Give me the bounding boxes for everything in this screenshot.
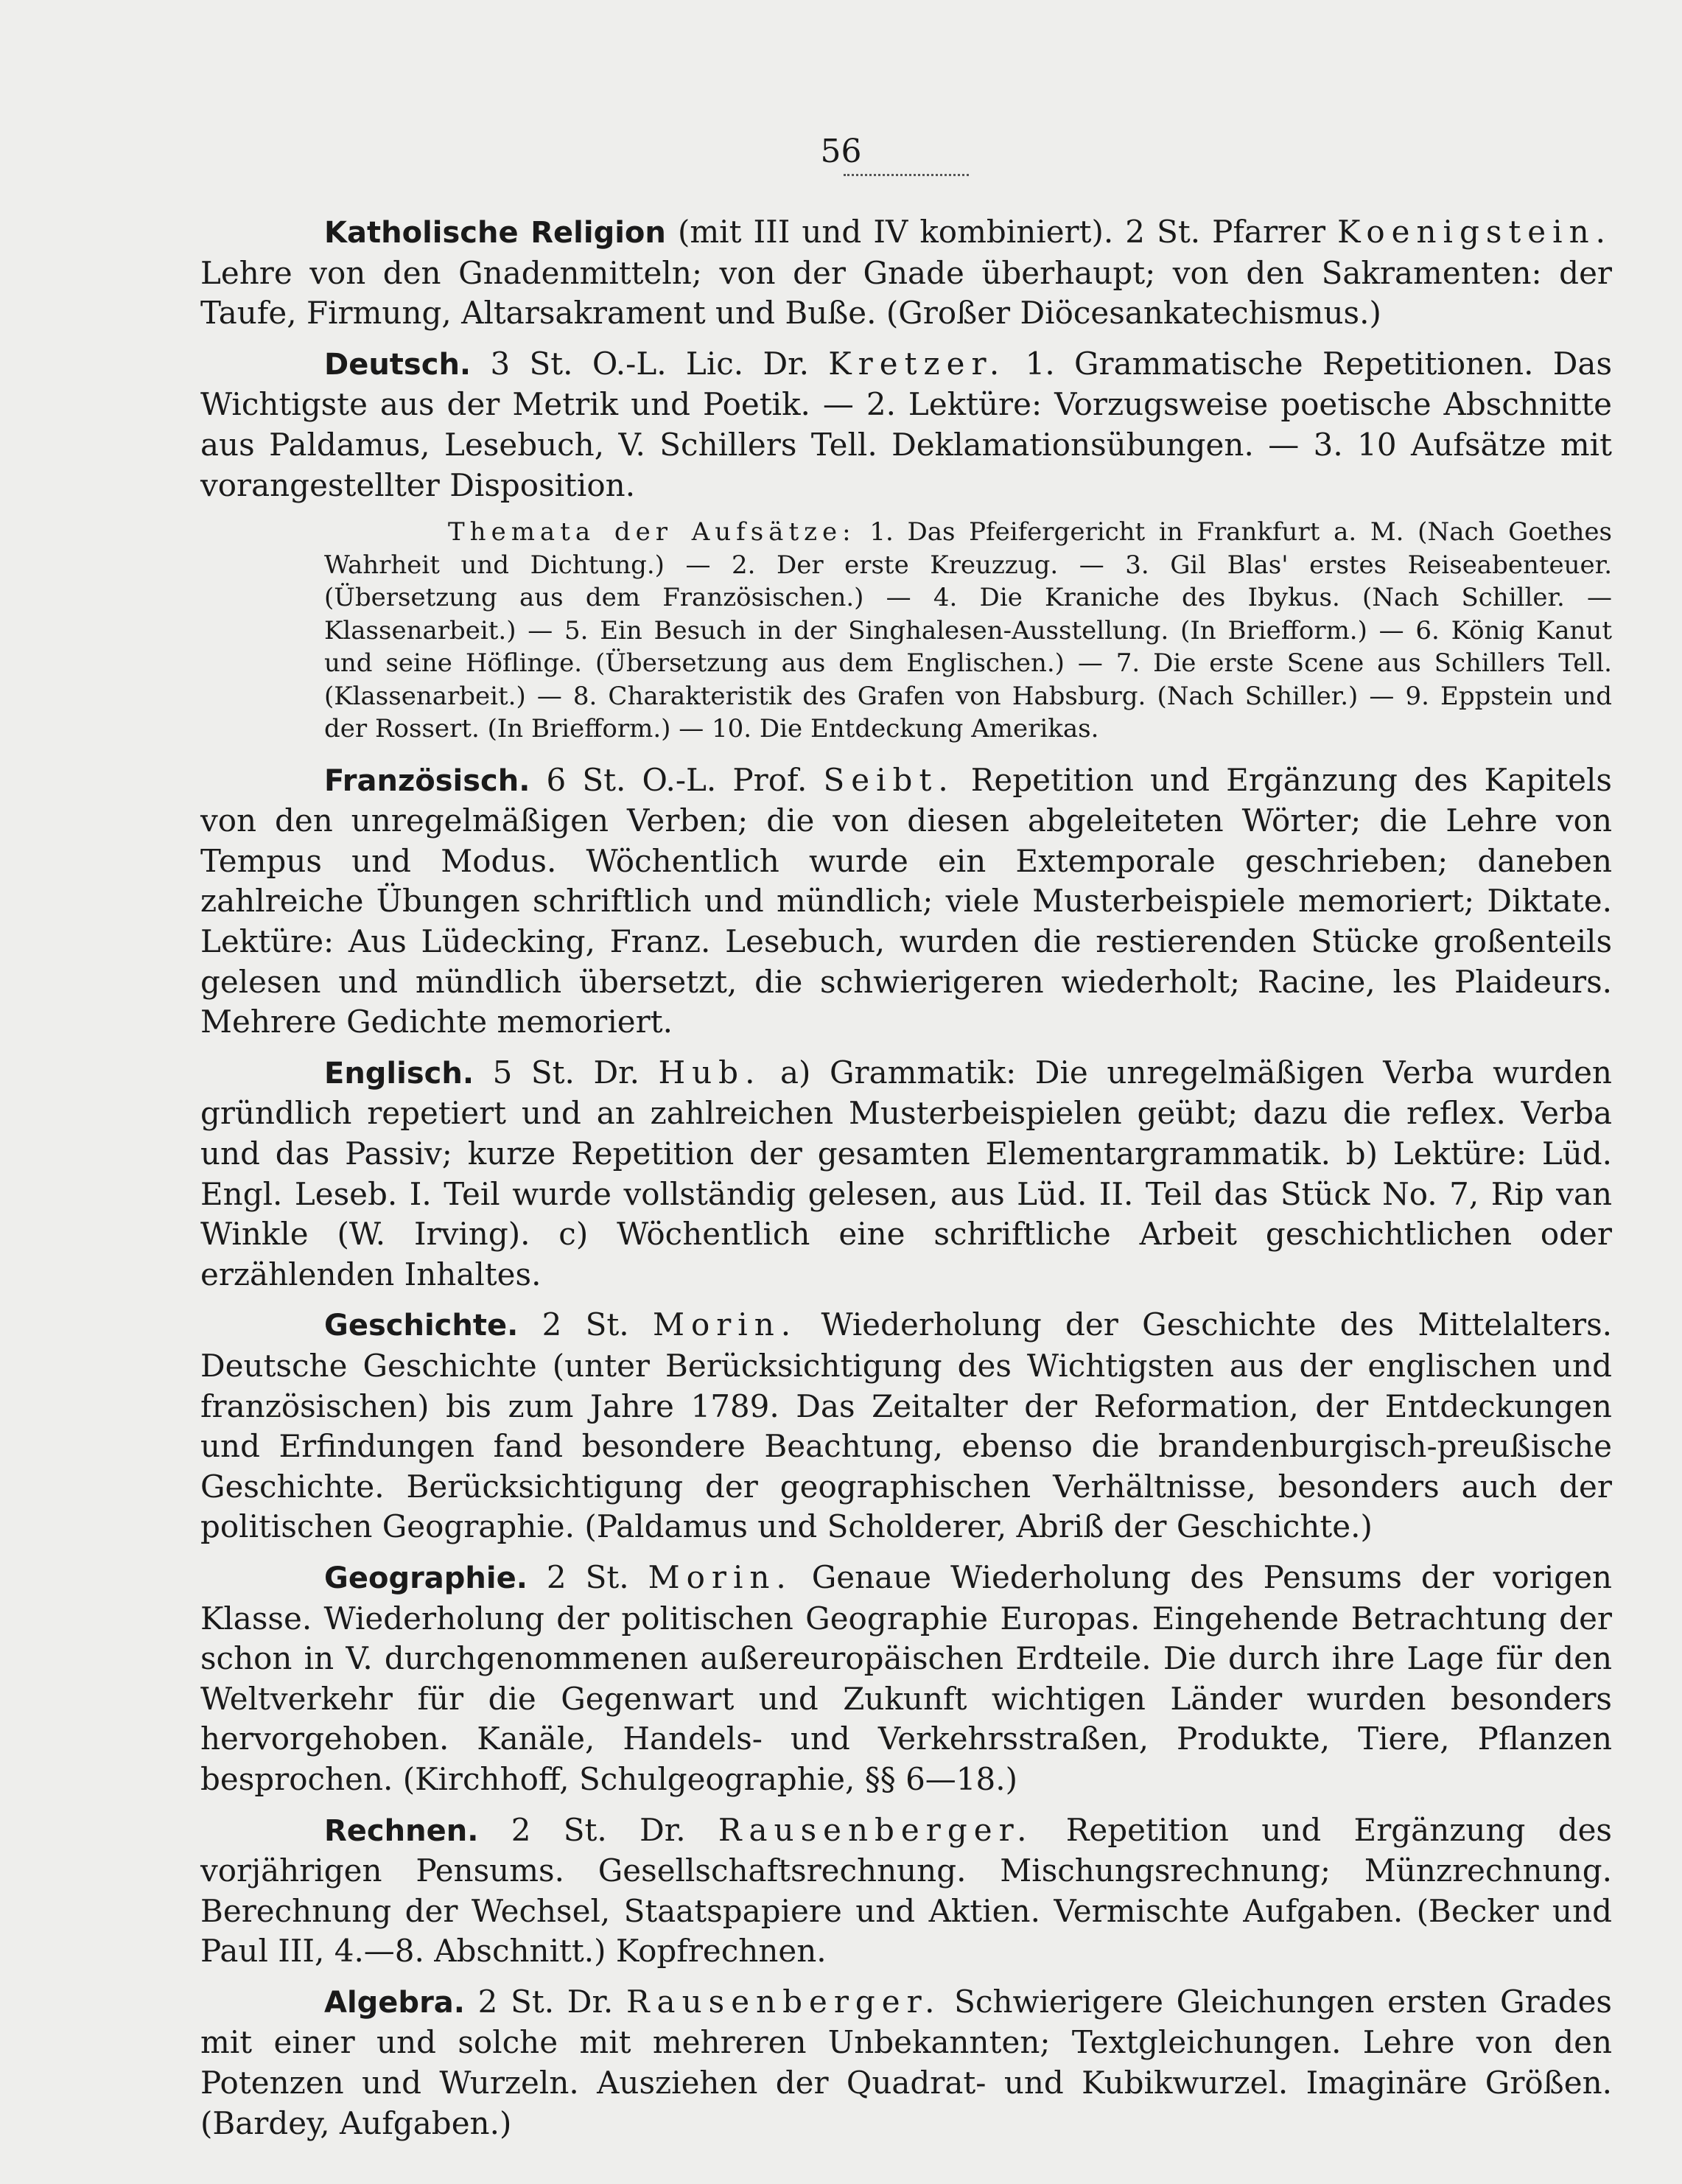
section-heading: Französisch. — [324, 763, 530, 798]
section-religion — [200, 212, 1612, 334]
section-meta: 2 St. Dr. — [464, 1983, 626, 2020]
section-heading: Geographie. — [324, 1561, 528, 1595]
teacher-name: Morin. — [648, 1558, 793, 1595]
section-meta: 3 St. O.-L. Lic. Dr. — [471, 345, 829, 382]
section-heading: Rechnen. — [324, 1813, 479, 1848]
section-meta: 2 St. Dr. — [478, 1811, 718, 1848]
page-number-ornament — [844, 174, 969, 182]
section-meta: 2 St. — [527, 1558, 648, 1595]
section-heading: Englisch. — [324, 1056, 474, 1091]
section-heading: Algebra. — [324, 1985, 465, 2020]
essay-topics — [200, 516, 1612, 746]
teacher-name: Hub. — [658, 1054, 762, 1091]
section-deutsch — [200, 344, 1612, 505]
essay-topics-text: 1. Das Pfeifergericht in Frankfurt a. M. (Nach Goethes Wahrheit und Dichtung.) — 2. Der erste Kreuzzug. — 3. Gil Blas' erstes Reiseabenteuer. (Übersetzung aus dem Französischen.) — 4. Die Kraniche des Ibykus. (Nach Schiller. — Klassenarbeit.) — 5. Ein Besuch in der Singhalesen-Ausstellung. (In Briefform.) — 6. König Kanut und seine Höflinge. (Übersetzung aus dem Englischen.) — 7. Die erste Scene aus Schillers Tell. (Klassenarbeit.) — 8. Charakteristik des Grafen von Habsburg. (Nach Schiller.) — 9. Eppstein und der Rossert. (In Briefform.) — 10. Die Entdeckung Amerikas. — [324, 517, 1612, 744]
section-englisch — [200, 1053, 1612, 1295]
section-meta: 6 St. O.-L. Prof. — [530, 761, 824, 798]
section-text: Repetition und Ergänzung des Kapitels von den unregelmäßigen Verben; die von diesen abgeleiteten Wörter; die Lehre von Tempus und Modus. Wöchentlich wurde ein Extemporale geschrieben; daneben zahlreiche Übungen schriftlich und mündlich; viele Musterbeispiele memoriert; Diktate. Lektüre: Aus Lüdecking, Franz. Lesebuch, wurden die restierenden Stücke großenteils gelesen und mündlich übersetzt, die schwierigeren wiederholt; Racine, les Plaideurs. Mehrere Gedichte memoriert. — [200, 761, 1612, 1040]
section-meta: (mit III und IV kombiniert). 2 St. Pfarrer — [665, 214, 1338, 250]
teacher-name: Rausenberger. — [626, 1983, 942, 2020]
section-heading: Geschichte. — [324, 1309, 519, 1343]
section-rechnen — [200, 1810, 1612, 1972]
essay-topics-lead: Themata der Aufsätze: — [448, 517, 856, 547]
teacher-name: Seibt. — [823, 761, 955, 798]
section-text: Schwierigere Gleichungen ersten Grades mit einer und solche mit mehreren Unbekannten; Textgleichungen. Lehre von den Potenzen und Wurzeln. Ausziehen der Quadrat- und Kubikwurzel. Imaginäre Größen. (Bardey, Aufgaben.) — [200, 1983, 1612, 2141]
page-number: 56 — [820, 133, 862, 170]
section-text: Repetition und Ergänzung des vorjährigen Pensums. Gesellschaftsrechnung. Mischungsrechnung; Münzrechnung. Berechnung der Wechsel, Staatspapiere und Aktien. Vermischte Aufgaben. (Becker und Paul III, 4.—8. Abschnitt.) Kopfrechnen. — [200, 1811, 1612, 1970]
section-text: a) Grammatik: Die unregelmäßigen Verba wurden gründlich repetiert und an zahlreichen Musterbeispielen geübt; dazu die reflex. Verba und das Passiv; kurze Repetition der gesamten Elementargrammatik. b) Lektüre: Lüd. Engl. Leseb. I. Teil wurde vollständig gelesen, aus Lüd. II. Teil das Stück No. 7, Rip van Winkle (W. Irving). c) Wöchentlich eine schriftliche Arbeit geschichtlichen oder erzählenden Inhaltes. — [200, 1054, 1612, 1292]
section-franzoesisch — [200, 760, 1612, 1043]
section-meta: 5 St. Dr. — [474, 1054, 659, 1091]
section-geographie — [200, 1558, 1612, 1800]
section-text: 1. Grammatische Repetitionen. Das Wichtigste aus der Metrik und Poetik. — 2. Lektüre: Vorzugsweise poetische Abschnitte aus Paldamus, Lesebuch, V. Schillers Tell. Deklamationsübungen. — 3. 10 Aufsätze mit vorangestellter Disposition. — [200, 345, 1613, 503]
section-text: Genaue Wiederholung des Pensums der vorigen Klasse. Wiederholung der politischen Geographie Europas. Eingehende Betrachtung der schon in V. durchgenommenen außereuropäischen Erdteile. Die durch ihre Lage für den Weltverkehr für die Gegenwart und Zukunft wichtigen Länder wurden besonders hervorgehoben. Kanäle, Handels- und Verkehrsstraßen, Produkte, Tiere, Pflanzen besprochen. (Kirchhoff, Schulgeographie, §§ 6—18.) — [200, 1558, 1612, 1797]
section-text: Wiederholung der Geschichte des Mittelalters. Deutsche Geschichte (unter Berücksichtigung des Wichtigsten aus der englischen und französischen) bis zum Jahre 1789. Das Zeitalter der Reformation, der Entdeckungen und Erfindungen fand besondere Beachtung, ebenso die brandenburgisch-preußische Geschichte. Berücksichtigung der geographischen Verhältnisse, besonders auch der politischen Geographie. (Paldamus und Scholderer, Abriß der Geschichte.) — [200, 1306, 1612, 1545]
section-algebra — [200, 1982, 1612, 2143]
teacher-name: Kretzer. — [828, 345, 1006, 382]
teacher-name: Koenigstein. — [1337, 214, 1612, 250]
section-geschichte — [200, 1305, 1612, 1547]
section-text: Lehre von den Gnadenmitteln; von der Gnade überhaupt; von den Sakramenten: der Taufe, Firmung, Altarsakrament und Buße. (Großer Diöcesankatechismus.) — [200, 254, 1612, 332]
teacher-name: Rausenberger. — [718, 1811, 1034, 1848]
section-heading: Katholische Religion — [324, 216, 666, 250]
teacher-name: Morin. — [652, 1306, 798, 1343]
document-body — [200, 212, 1612, 2154]
section-meta: 2 St. — [518, 1306, 653, 1343]
section-heading: Deutsch. — [324, 347, 472, 382]
